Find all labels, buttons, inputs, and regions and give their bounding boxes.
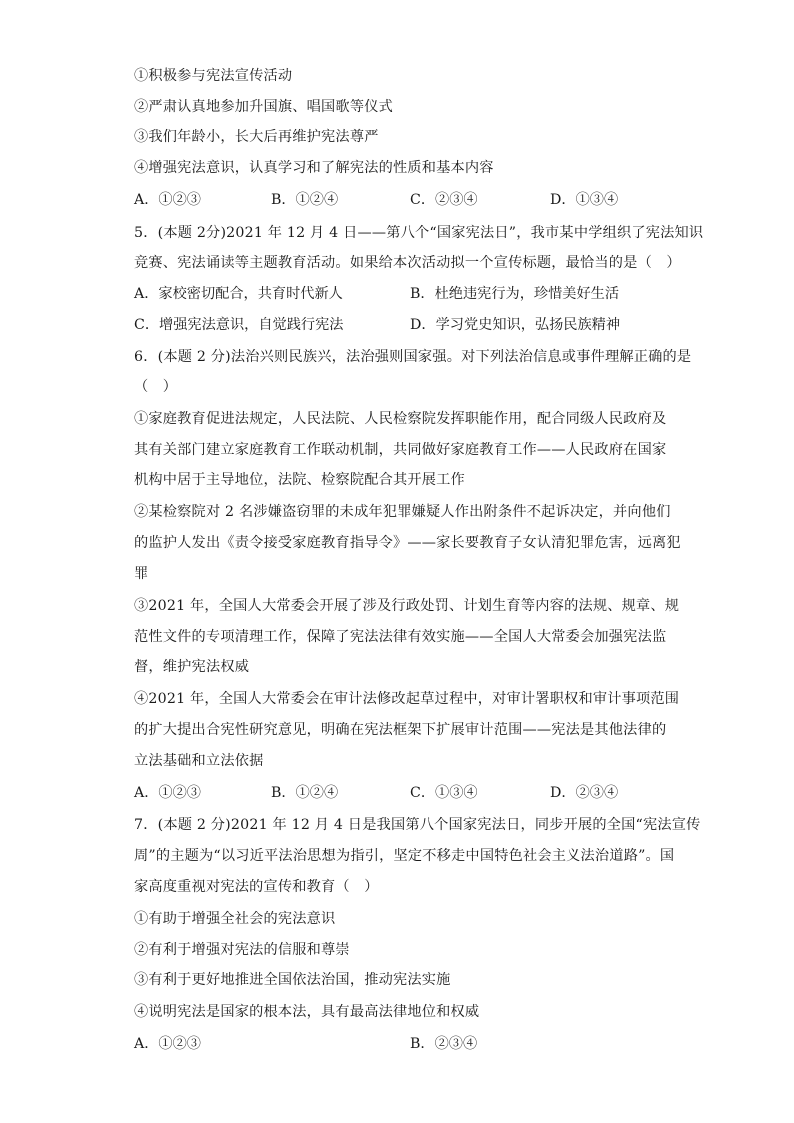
q6-item-4-line-2: 的扩大提出合宪性研究意见，明确在宪法框架下扩展审计范围——宪法是其他法律的	[134, 722, 667, 738]
q6-item-3-line-3: 督，维护宪法权威	[134, 659, 250, 675]
q7-option-b: B．②③④	[410, 1036, 478, 1052]
q4-option-a: A．①②③	[134, 192, 201, 208]
q6-option-c: C．①③④	[410, 785, 478, 801]
q7-item-3: ③有利于更好地推进全国依法治国，推动宪法实施	[134, 972, 451, 988]
q5-option-c: C．增强宪法意识，自觉践行宪法	[134, 317, 344, 333]
q7-option-a: A．①②③	[134, 1036, 201, 1052]
q6-item-2-line-1: ②某检察院对 2 名涉嫌盗窃罪的未成年犯罪嫌疑人作出附条件不起诉决定，并向他们	[134, 504, 671, 520]
q6-item-2-line-3: 罪	[134, 566, 149, 582]
q6-item-3-line-1: ③2021 年，全国人大常委会开展了涉及行政处罚、计划生育等内容的法规、规章、规	[134, 598, 680, 614]
q4-item-2: ②严肃认真地参加升国旗、唱国歌等仪式	[134, 99, 393, 115]
q6-item-1-line-2: 其有关部门建立家庭教育工作联动机制，共同做好家庭教育工作——人民政府在国家	[134, 442, 667, 458]
q6-item-1-line-1: ①家庭教育促进法规定，人民法院、人民检察院发挥职能作用，配合同级人民政府及	[134, 411, 667, 427]
q5-option-b: B．杜绝违宪行为，珍惜美好生活	[410, 286, 620, 302]
q6-option-d: D．②③④	[550, 785, 619, 801]
q6-option-b: B．①②④	[271, 785, 339, 801]
q5-option-d: D．学习党史知识，弘扬民族精神	[410, 317, 621, 333]
q6-item-1-line-3: 机构中居于主导地位，法院、检察院配合其开展工作	[134, 472, 465, 488]
q7-stem-line-3: 家高度重视对宪法的宣传和教育（ ）	[134, 879, 379, 895]
q4-option-d: D．①③④	[550, 192, 619, 208]
q7-item-4: ④说明宪法是国家的根本法，具有最高法律地位和权威	[134, 1004, 480, 1020]
q7-stem-line-2: 周”的主题为“以习近平法治思想为指引，坚定不移走中国特色社会主义法治道路”。国	[134, 848, 675, 864]
q6-option-a: A．①②③	[134, 785, 201, 801]
q6-item-3-line-2: 范性文件的专项清理工作，保障了宪法法律有效实施——全国人大常委会加强宪法监	[134, 629, 667, 645]
q7-item-1: ①有助于增强全社会的宪法意识	[134, 911, 336, 927]
q5-stem-line-2: 竞赛、宪法诵读等主题教育活动。如果给本次活动拟一个宣传标题，最恰当的是（ ）	[134, 255, 681, 271]
q4-option-b: B．①②④	[271, 192, 339, 208]
q6-item-4-line-3: 立法基础和立法依据	[134, 753, 264, 769]
q5-option-a: A．家校密切配合，共育时代新人	[134, 286, 343, 302]
q6-item-2-line-2: 的监护人发出《责令接受家庭教育指导令》——家长要教育子女认清犯罪危害，远离犯	[134, 535, 681, 551]
q4-option-c: C．②③④	[410, 192, 478, 208]
q6-stem-line-2: （ ）	[134, 379, 178, 395]
q7-stem-line-1: 7．(本题 2 分)2021 年 12 月 4 日是我国第八个国家宪法日，同步开展的全国“宪法宣传	[134, 817, 701, 833]
q5-stem-line-1: 5．(本题 2分)2021 年 12 月 4 日——第八个“国家宪法日”，我市某中学组织了宪法知识	[134, 225, 704, 241]
q6-stem-line-1: 6．(本题 2 分)法治兴则民族兴，法治强则国家强。对下列法治信息或事件理解正确的是	[134, 349, 692, 365]
q6-item-4-line-1: ④2021 年，全国人大常委会在审计法修改起草过程中，对审计署职权和审计事项范围	[134, 691, 680, 707]
q4-item-3: ③我们年龄小，长大后再维护宪法尊严	[134, 129, 379, 145]
q7-item-2: ②有利于增强对宪法的信服和尊崇	[134, 942, 350, 958]
q4-item-1: ①积极参与宪法宣传活动	[134, 68, 293, 84]
q4-item-4: ④增强宪法意识，认真学习和了解宪法的性质和基本内容	[134, 160, 494, 176]
